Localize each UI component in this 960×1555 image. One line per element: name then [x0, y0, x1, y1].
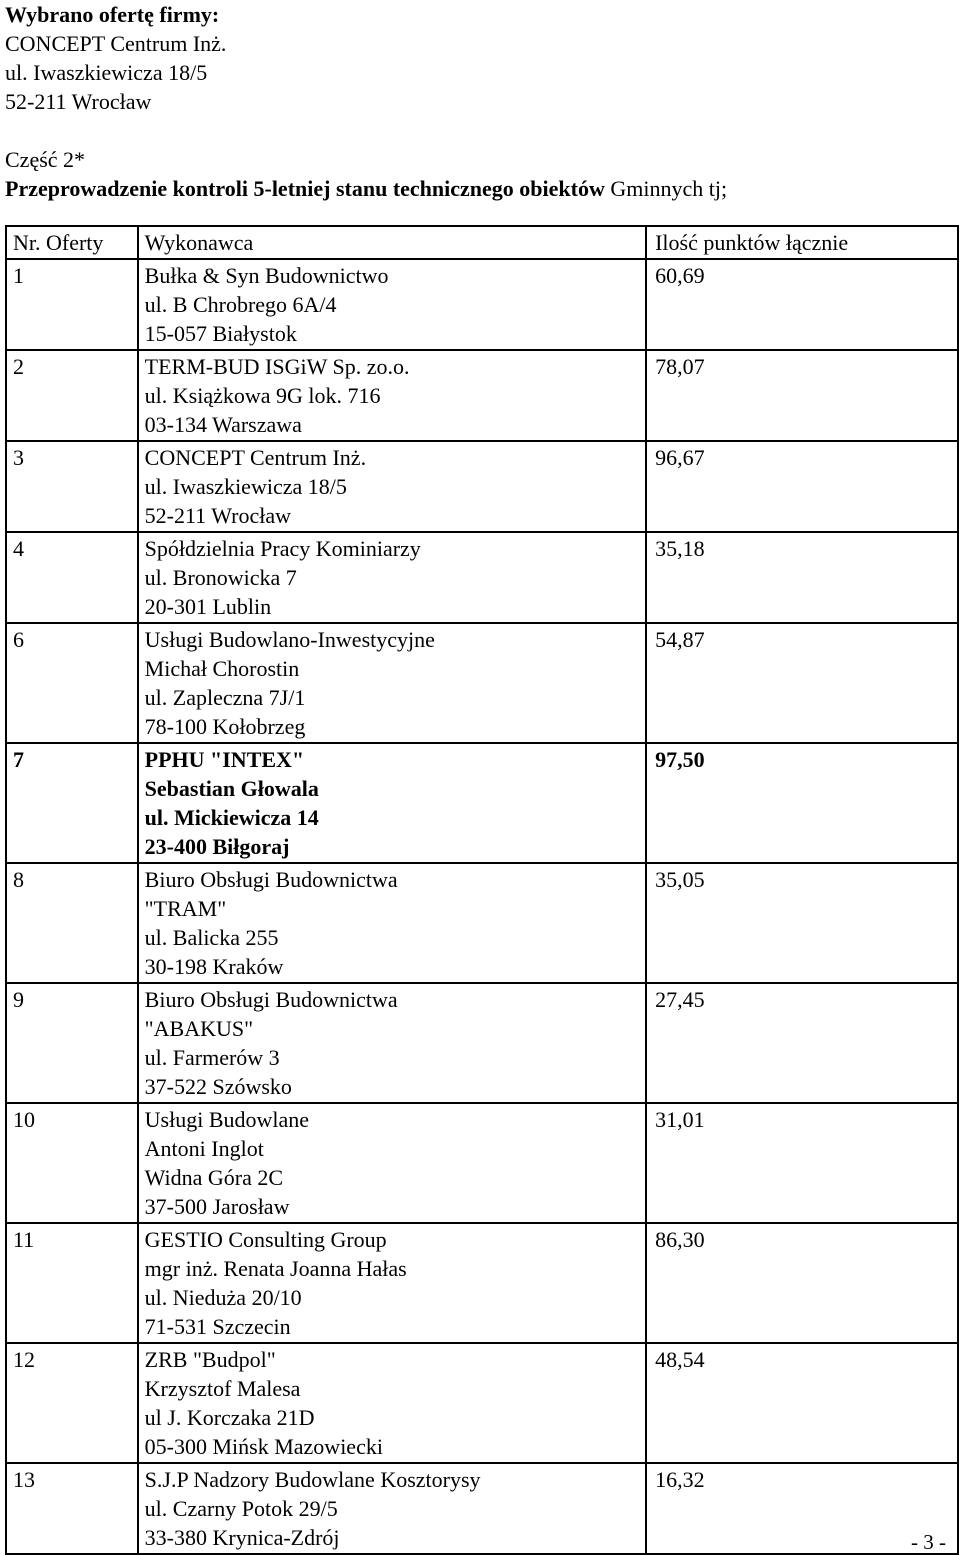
contractor-cell	[138, 743, 646, 863]
part-description-rest: Gminnych tj;	[604, 176, 728, 201]
contractor-line: TERM-BUD ISGiW Sp. zo.o.	[144, 354, 410, 379]
table-row	[6, 743, 958, 863]
offer-number-cell: 2	[6, 350, 138, 441]
contractor-line: CONCEPT Centrum Inż.	[144, 445, 367, 470]
contractor-line: 20-301 Lublin	[144, 594, 272, 619]
table-row	[6, 1103, 958, 1223]
points-cell: 48,54	[646, 1343, 958, 1463]
offer-number-cell: 9	[6, 983, 138, 1103]
contractor-cell	[138, 863, 646, 983]
table-row	[6, 532, 958, 623]
table-row	[6, 863, 958, 983]
points-cell: 97,50	[646, 743, 958, 863]
contractor-line: "ABAKUS"	[144, 1016, 254, 1041]
contractor-cell	[138, 532, 646, 623]
header-points: Ilość punktów łącznie	[646, 226, 958, 259]
contractor-line: 15-057 Białystok	[144, 321, 297, 346]
offers-table-body	[6, 226, 958, 1554]
contractor-cell	[138, 983, 646, 1103]
part-title: Część 2*	[5, 147, 86, 172]
contractor-line: ul. Zapleczna 7J/1	[144, 685, 306, 710]
contractor-cell	[138, 441, 646, 532]
points-cell: 35,18	[646, 532, 958, 623]
points-cell: 60,69	[646, 259, 958, 350]
contractor-line: ul. Iwaszkiewicza 18/5	[144, 474, 347, 499]
header-spacer	[5, 116, 945, 145]
contractor-cell	[138, 1343, 646, 1463]
points-cell: 96,67	[646, 441, 958, 532]
offer-number-cell: 10	[6, 1103, 138, 1223]
offer-number-cell: 12	[6, 1343, 138, 1463]
selected-company-street: ul. Iwaszkiewicza 18/5	[5, 60, 208, 85]
selected-company-city: 52-211 Wrocław	[5, 89, 152, 114]
table-row	[6, 1223, 958, 1343]
contractor-line: Biuro Obsługi Budownictwa	[144, 867, 398, 892]
offer-number-cell: 8	[6, 863, 138, 983]
contractor-cell	[138, 1223, 646, 1343]
contractor-line: Spółdzielnia Pracy Kominiarzy	[144, 536, 421, 561]
table-row	[6, 1343, 958, 1463]
contractor-line: Michał Chorostin	[144, 656, 300, 681]
contractor-line: ul. Książkowa 9G lok. 716	[144, 383, 381, 408]
contractor-line: Krzysztof Malesa	[144, 1376, 301, 1401]
contractor-line: ul. B Chrobrego 6A/4	[144, 292, 337, 317]
contractor-line: Usługi Budowlano-Inwestycyjne	[144, 627, 435, 652]
table-row	[6, 441, 958, 532]
document-header	[5, 0, 945, 203]
points-cell: 54,87	[646, 623, 958, 743]
contractor-line: 37-500 Jarosław	[144, 1194, 290, 1219]
contractor-line: ZRB "Budpol"	[144, 1347, 276, 1372]
contractor-cell	[138, 259, 646, 350]
contractor-line: ul. Farmerów 3	[144, 1045, 280, 1070]
contractor-cell	[138, 623, 646, 743]
contractor-line: Usługi Budowlane	[144, 1107, 310, 1132]
contractor-line: ul. Nieduża 20/10	[144, 1285, 302, 1310]
contractor-line: 03-134 Warszawa	[144, 412, 302, 437]
table-header-row	[6, 226, 958, 259]
contractor-line: mgr inż. Renata Joanna Hałas	[144, 1256, 407, 1281]
contractor-line: 78-100 Kołobrzeg	[144, 714, 306, 739]
offer-number-cell: 6	[6, 623, 138, 743]
points-cell: 86,30	[646, 1223, 958, 1343]
contractor-line: ul. Czarny Potok 29/5	[144, 1496, 338, 1521]
table-row	[6, 623, 958, 743]
contractor-line: ul. Bronowicka 7	[144, 565, 297, 590]
offer-number-cell: 13	[6, 1463, 138, 1554]
contractor-line: 71-531 Szczecin	[144, 1314, 291, 1339]
points-cell: 78,07	[646, 350, 958, 441]
points-cell: 16,32	[646, 1463, 958, 1554]
selected-company-name: CONCEPT Centrum Inż.	[5, 31, 227, 56]
page-number: - 3 -	[911, 1530, 946, 1554]
contractor-line: 52-211 Wrocław	[144, 503, 292, 528]
offer-number-cell: 1	[6, 259, 138, 350]
table-row	[6, 1463, 958, 1554]
contractor-line: Widna Góra 2C	[144, 1165, 284, 1190]
contractor-line: 37-522 Szówsko	[144, 1074, 292, 1099]
header-offer-number: Nr. Oferty	[6, 226, 138, 259]
points-cell: 27,45	[646, 983, 958, 1103]
table-row	[6, 983, 958, 1103]
contractor-cell	[138, 350, 646, 441]
offer-number-cell: 3	[6, 441, 138, 532]
contractor-line: Antoni Inglot	[144, 1136, 264, 1161]
part-description	[5, 174, 945, 203]
part-description-bold: Przeprowadzenie kontroli 5-letniej stanu technicznego obiektów	[5, 176, 605, 201]
offer-number-cell: 11	[6, 1223, 138, 1343]
header-contractor: Wykonawca	[138, 226, 646, 259]
offer-number-cell: 4	[6, 532, 138, 623]
points-cell: 31,01	[646, 1103, 958, 1223]
contractor-line: ul. Mickiewicza 14	[144, 805, 319, 830]
contractor-line: S.J.P Nadzory Budowlane Kosztorysy	[144, 1467, 481, 1492]
offers-table	[5, 225, 959, 1555]
table-row	[6, 350, 958, 441]
contractor-line: Sebastian Głowala	[144, 776, 319, 801]
points-cell: 35,05	[646, 863, 958, 983]
contractor-line: ul. Balicka 255	[144, 925, 279, 950]
selected-offer-heading: Wybrano ofertę firmy:	[5, 2, 220, 27]
contractor-line: 33-380 Krynica-Zdrój	[144, 1525, 340, 1550]
contractor-line: 05-300 Mińsk Mazowiecki	[144, 1434, 383, 1459]
contractor-line: 30-198 Kraków	[144, 954, 284, 979]
offer-number-cell: 7	[6, 743, 138, 863]
contractor-line: Biuro Obsługi Budownictwa	[144, 987, 398, 1012]
contractor-line: ul J. Korczaka 21D	[144, 1405, 315, 1430]
contractor-cell	[138, 1463, 646, 1554]
contractor-line: GESTIO Consulting Group	[144, 1227, 387, 1252]
contractor-line: "TRAM"	[144, 896, 227, 921]
contractor-cell	[138, 1103, 646, 1223]
contractor-line: 23-400 Biłgoraj	[144, 834, 290, 859]
contractor-line: PPHU "INTEX"	[144, 747, 305, 772]
contractor-line: Bułka & Syn Budownictwo	[144, 263, 389, 288]
table-row	[6, 259, 958, 350]
